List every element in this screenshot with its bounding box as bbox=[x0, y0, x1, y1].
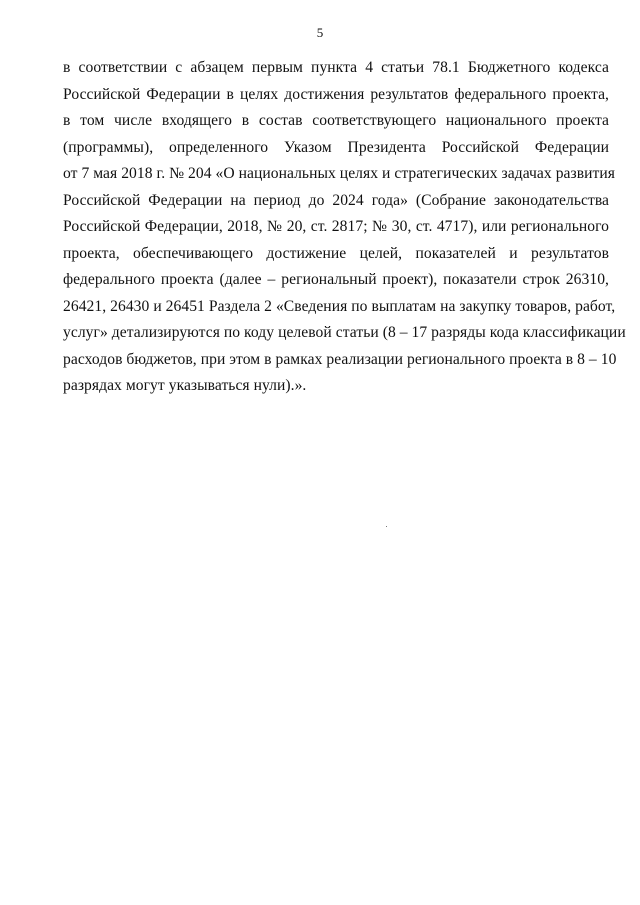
scan-speck bbox=[386, 526, 387, 527]
paragraph-line: 26421, 26430 и 26451 Раздела 2 «Сведения по выплатам на закупку товаров, работ, bbox=[63, 297, 616, 315]
page-number: 5 bbox=[316, 25, 324, 40]
body-paragraph bbox=[63, 57, 626, 402]
paragraph-line: Российской Федерации в целях достижения результатов федерального проекта, bbox=[63, 85, 609, 103]
paragraph-line: услуг» детализируются по коду целевой статьи (8 – 17 разряды кода классификации bbox=[63, 324, 626, 341]
paragraph-line: Российской Федерации, 2018, № 20, ст. 2817; № 30, ст. 4717), или регионального bbox=[63, 218, 609, 235]
paragraph-line: федерального проекта (далее – региональный проект), показатели строк 26310, bbox=[63, 271, 609, 288]
paragraph-line: в том числе входящего в состав соответствующего национального проекта bbox=[63, 112, 609, 129]
paragraph-line: (программы), определенного Указом Президента Российской Федерации bbox=[63, 138, 609, 156]
paragraph-line: Российской Федерации на период до 2024 года» (Собрание законодательства bbox=[63, 191, 609, 209]
paragraph-line: в соответствии с абзацем первым пункта 4 статьи 78.1 Бюджетного кодекса bbox=[63, 59, 609, 76]
paragraph-line: разрядах могут указываться нули).». bbox=[63, 377, 307, 394]
paragraph-line: проекта, обеспечивающего достижение целей, показателей и результатов bbox=[63, 244, 609, 262]
paragraph-line: от 7 мая 2018 г. № 204 «О национальных целях и стратегических задачах развития bbox=[63, 165, 616, 182]
paragraph-line: расходов бюджетов, при этом в рамках реализации регионального проекта в 8 – 10 bbox=[63, 350, 617, 368]
